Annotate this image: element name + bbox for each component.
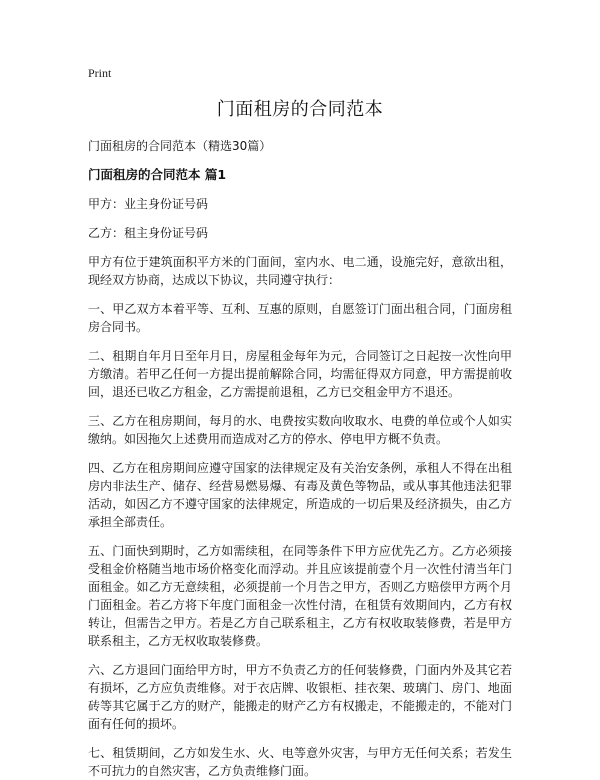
clause-4: 四、乙方在租房期间应遵守国家的法律规定及有关治安条例，承租人不得在出租房内非法生产、储存、经营易燃易爆、有毒及黄色等物品，或从事其他违法犯罪活动，如因乙方不遵守国家的法律规定，所造成的一切后果及经济损失，由乙方承担全部责任。 [88,461,512,529]
clause-6: 六、乙方退回门面给甲方时，甲方不负责乙方的任何装修费，门面内外及其它若有损坏，乙方应负责维修。对于衣店牌、收银柜、挂衣架、玻璃门、房门、地面砖等其它属于乙方的财产，能搬走的财产乙方有权搬走，不能搬走的，不能对门面有任何的损坏。 [88,663,512,731]
clause-2: 二、租期自年月日至年月日，房屋租金每年为元，合同签订之日起按一次性向甲方缴清。若甲乙任何一方提出提前解除合同，均需征得双方同意，甲方需提前收回，退还已收乙方租金，乙方需提前退租，乙方已交租金甲方不退还。 [88,349,512,399]
clause-3: 三、乙方在租房期间，每月的水、电费按实数向收取水、电费的单位或个人如实缴纳。如因拖欠上述费用而造成对乙方的停水、停电甲方概不负责。 [88,414,512,446]
clause-5: 五、门面快到期时，乙方如需续租，在同等条件下甲方应优先乙方。乙方必须接受租金价格随当地市场价格变化而浮动。并且应该提前壹个月一次性付清当年门面租金。如乙方无意续租，必须提前一个月告之甲方，否则乙方赔偿甲方两个月门面租金。若乙方将下年度门面租金一次性付清，在租赁有效期间内，乙方有权转让，但需告之甲方。若是乙方自己联系租主，乙方有权收取装修费，若是甲方联系租主，乙方无权收取装修费。 [88,544,512,648]
clause-7: 七、租赁期间，乙方如发生水、火、电等意外灾害，与甲方无任何关系；若发生不可抗力的自然灾害，乙方负责维修门面。 [88,746,512,778]
section-heading: 门面租房的合同范本 篇1 [88,167,227,182]
document-title: 门面租房的合同范本 [216,99,384,120]
document-subtitle: 门面租房的合同范本（精选30篇） [88,139,272,153]
party-b-line: 乙方：租主身份证号码 [88,226,209,240]
preamble-paragraph: 甲方有位于建筑面积平方米的门面间，室内水、电二通，设施完好，意欲出租，现经双方协商，达成以下协议，共同遵守执行： [88,255,512,287]
clause-1: 一、甲乙双方本着平等、互利、互惠的原则，自愿签订门面出租合同，门面房租房合同书。 [88,302,512,334]
print-label[interactable]: Print [88,66,112,80]
party-a-line: 甲方：业主身份证号码 [88,197,209,211]
